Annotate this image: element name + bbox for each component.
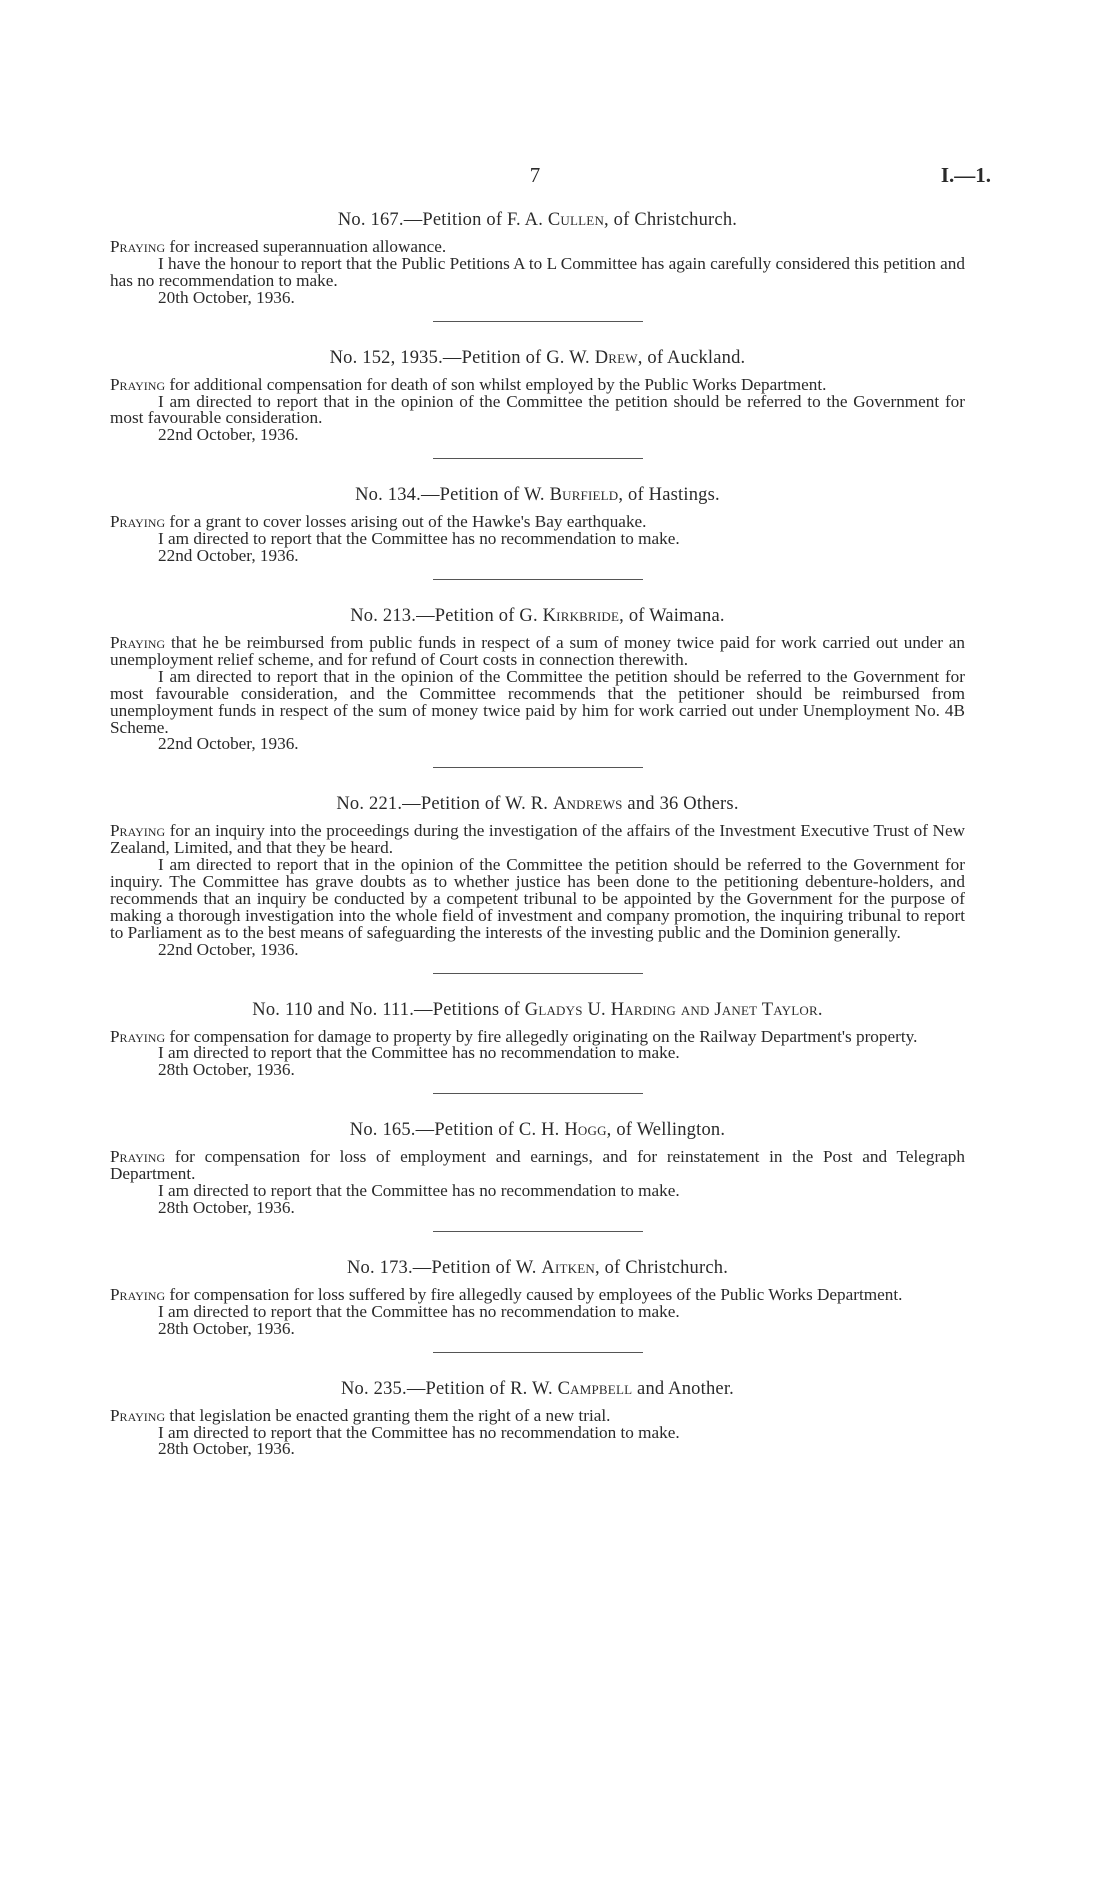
- petition-235: [110, 1379, 965, 1459]
- section-divider: [433, 458, 643, 459]
- report-paragraph: I have the honour to report that the Public Petitions A to L Committee has again carefully considered this petition and has no recommendation to make.: [110, 253, 965, 290]
- petition-title: No. 167.—Petition of F. A. Cullen, of Christchurch.: [337, 210, 738, 230]
- section-divider: [433, 1231, 643, 1232]
- report-date: 20th October, 1936.: [158, 287, 295, 307]
- petitions-list: [110, 210, 965, 1458]
- report-paragraph: I am directed to report that the Committee has no recommendation to make.: [158, 1422, 680, 1442]
- report-date: 28th October, 1936.: [158, 1439, 295, 1459]
- petitioner-name: Gladys U. Harding and Janet Taylor: [524, 999, 818, 1020]
- section-divider: [433, 579, 643, 580]
- report-date: 22nd October, 1936.: [158, 939, 299, 959]
- petition-167: [110, 210, 965, 307]
- petition-213: [110, 606, 965, 753]
- petition-title: No. 165.—Petition of C. H. Hogg, of Wellington.: [349, 1120, 726, 1141]
- petition-134: [110, 485, 965, 565]
- petition-title: No. 235.—Petition of R. W. Campbell and Another.: [340, 1378, 735, 1399]
- section-divider: [433, 1352, 643, 1353]
- praying-paragraph: Praying that legislation be enacted granting them the right of a new trial.: [110, 1405, 611, 1425]
- report-date: 28th October, 1936.: [158, 1198, 295, 1217]
- report-paragraph: I am directed to report that the Committee has no recommendation to make.: [158, 1181, 680, 1201]
- petitioner-name: Kirkbride: [542, 605, 620, 626]
- praying-paragraph: Praying that he be reimbursed from public funds in respect of a sum of money twice paid for work carried out under an unemployment relief scheme, and for refund of Court costs in connection therewith.: [110, 632, 965, 669]
- petition-title: No. 134.—Petition of W. Burfield, of Hastings.: [355, 485, 720, 506]
- petitioner-name: Aitken: [541, 1257, 595, 1278]
- praying-paragraph: Praying for increased superannuation allowance.: [110, 237, 447, 256]
- petitioner-name: Hogg: [564, 1120, 607, 1141]
- praying-paragraph: Praying for compensation for loss suffered by fire allegedly caused by employees of the Public Works Department.: [110, 1284, 903, 1304]
- report-date: 22nd October, 1936.: [158, 425, 299, 445]
- praying-paragraph: Praying for compensation for loss of employment and earnings, and for reinstatement in the Post and Telegraph Department.: [110, 1147, 965, 1184]
- praying-paragraph: Praying for compensation for damage to property by fire allegedly originating on the Railway Department's property.: [110, 1026, 918, 1046]
- report-date: 28th October, 1936.: [158, 1318, 295, 1338]
- petitioner-name: Cullen: [547, 210, 605, 230]
- section-divider: [433, 767, 643, 768]
- petition-title: No. 221.—Petition of W. R. Andrews and 36 Others.: [336, 794, 739, 815]
- section-divider: [433, 321, 643, 322]
- petition-110-111: [110, 1000, 965, 1080]
- report-paragraph: I am directed to report that the Committee has no recommendation to make.: [158, 1301, 680, 1321]
- petition-165: [110, 1120, 965, 1217]
- section-divider: [433, 973, 643, 974]
- report-date: 22nd October, 1936.: [158, 546, 299, 566]
- document-reference: I.—1.: [940, 163, 991, 187]
- petition-152: [110, 348, 965, 445]
- petition-221: [110, 794, 965, 958]
- petitioner-name: Campbell: [557, 1378, 633, 1399]
- report-paragraph: I am directed to report that in the opinion of the Committee the petition should be referred to the Government for inquiry. The Committee has grave doubts as to whether justice has been done to the petitioning debenture-holders, and recommends that an inquiry be conducted by a competent tribunal to be appointed by the Government for the purpose of making a thorough investigation into the whole field of investment and company promotion, the inquiring tribunal to report to Parliament as to the best means of safeguarding the interests of the investing public and the Dominion generally.: [110, 855, 965, 942]
- petitioner-name: Andrews: [552, 794, 623, 815]
- petition-title: No. 213.—Petition of G. Kirkbride, of Waimana.: [350, 605, 725, 626]
- report-paragraph: I am directed to report that in the opinion of the Committee the petition should be referred to the Government for most favourable consideration.: [110, 391, 965, 428]
- petition-173: [110, 1258, 965, 1338]
- petition-title: No. 173.—Petition of W. Aitken, of Christchurch.: [346, 1257, 729, 1278]
- section-divider: [433, 1093, 643, 1094]
- praying-paragraph: Praying for additional compensation for death of son whilst employed by the Public Works Department.: [110, 374, 827, 394]
- report-date: 22nd October, 1936.: [158, 734, 299, 754]
- praying-paragraph: Praying for a grant to cover losses arising out of the Hawke's Bay earthquake.: [110, 512, 647, 532]
- report-paragraph: I am directed to report that the Committee has no recommendation to make.: [158, 529, 680, 549]
- praying-paragraph: Praying for an inquiry into the proceedings during the investigation of the affairs of the Investment Executive Trust of New Zealand, Limited, and that they be heard.: [110, 821, 965, 858]
- petition-title: No. 110 and No. 111.—Petitions of Gladys U. Harding and Janet Taylor.: [252, 999, 823, 1020]
- petition-title: No. 152, 1935.—Petition of G. W. Drew, of Auckland.: [329, 347, 746, 368]
- report-paragraph: I am directed to report that the Committee has no recommendation to make.: [158, 1043, 680, 1063]
- petitioner-name: Burfield: [549, 485, 619, 506]
- report-date: 28th October, 1936.: [158, 1060, 295, 1080]
- report-paragraph: I am directed to report that in the opinion of the Committee the petition should be referred to the Government for most favourable consideration, and the Committee recommends that the petitioner should be reimbursed from unemployment funds in respect of the sum of money twice paid by him for work carried out under Unemployment No. 4B Scheme.: [110, 666, 965, 737]
- page-number: 7: [529, 163, 541, 187]
- petitioner-name: Drew: [594, 347, 638, 368]
